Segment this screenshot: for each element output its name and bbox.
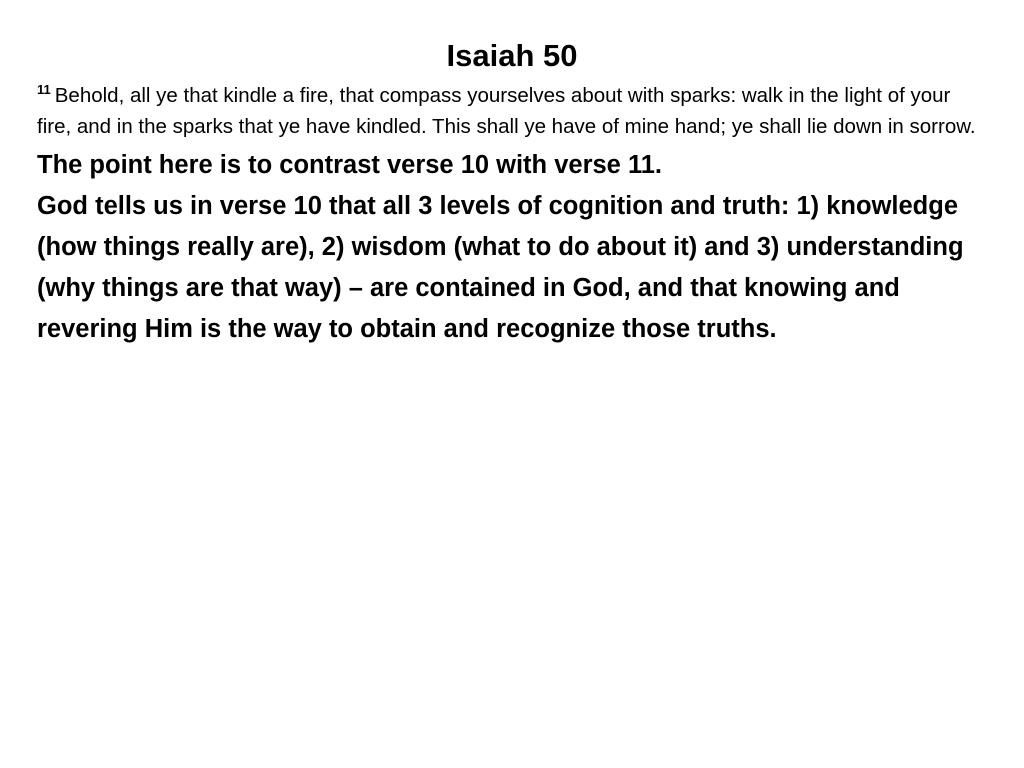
explanation-paragraph: God tells us in verse 10 that all 3 levels of cognition and truth: 1) knowledge (how things really are), 2) wisdom (what to do about it) and 3) understanding (why things are that way) – are contained in God, and that knowing and revering Him is the way to obtain and recognize those truths. — [37, 192, 964, 343]
slide-body — [37, 80, 987, 350]
slide-title: Isaiah 50 — [446, 38, 578, 73]
scripture-verse — [37, 80, 987, 142]
main-point: The point here is to contrast verse 10 with verse 11. — [37, 151, 662, 179]
verse-text: Behold, all ye that kindle a fire, that compass yourselves about with sparks: walk in the light of your fire, and in the sparks that ye have kindled. This shall ye have of mine hand; ye shall lie down in sorrow. — [37, 84, 976, 138]
verse-number: 11 — [37, 82, 51, 98]
